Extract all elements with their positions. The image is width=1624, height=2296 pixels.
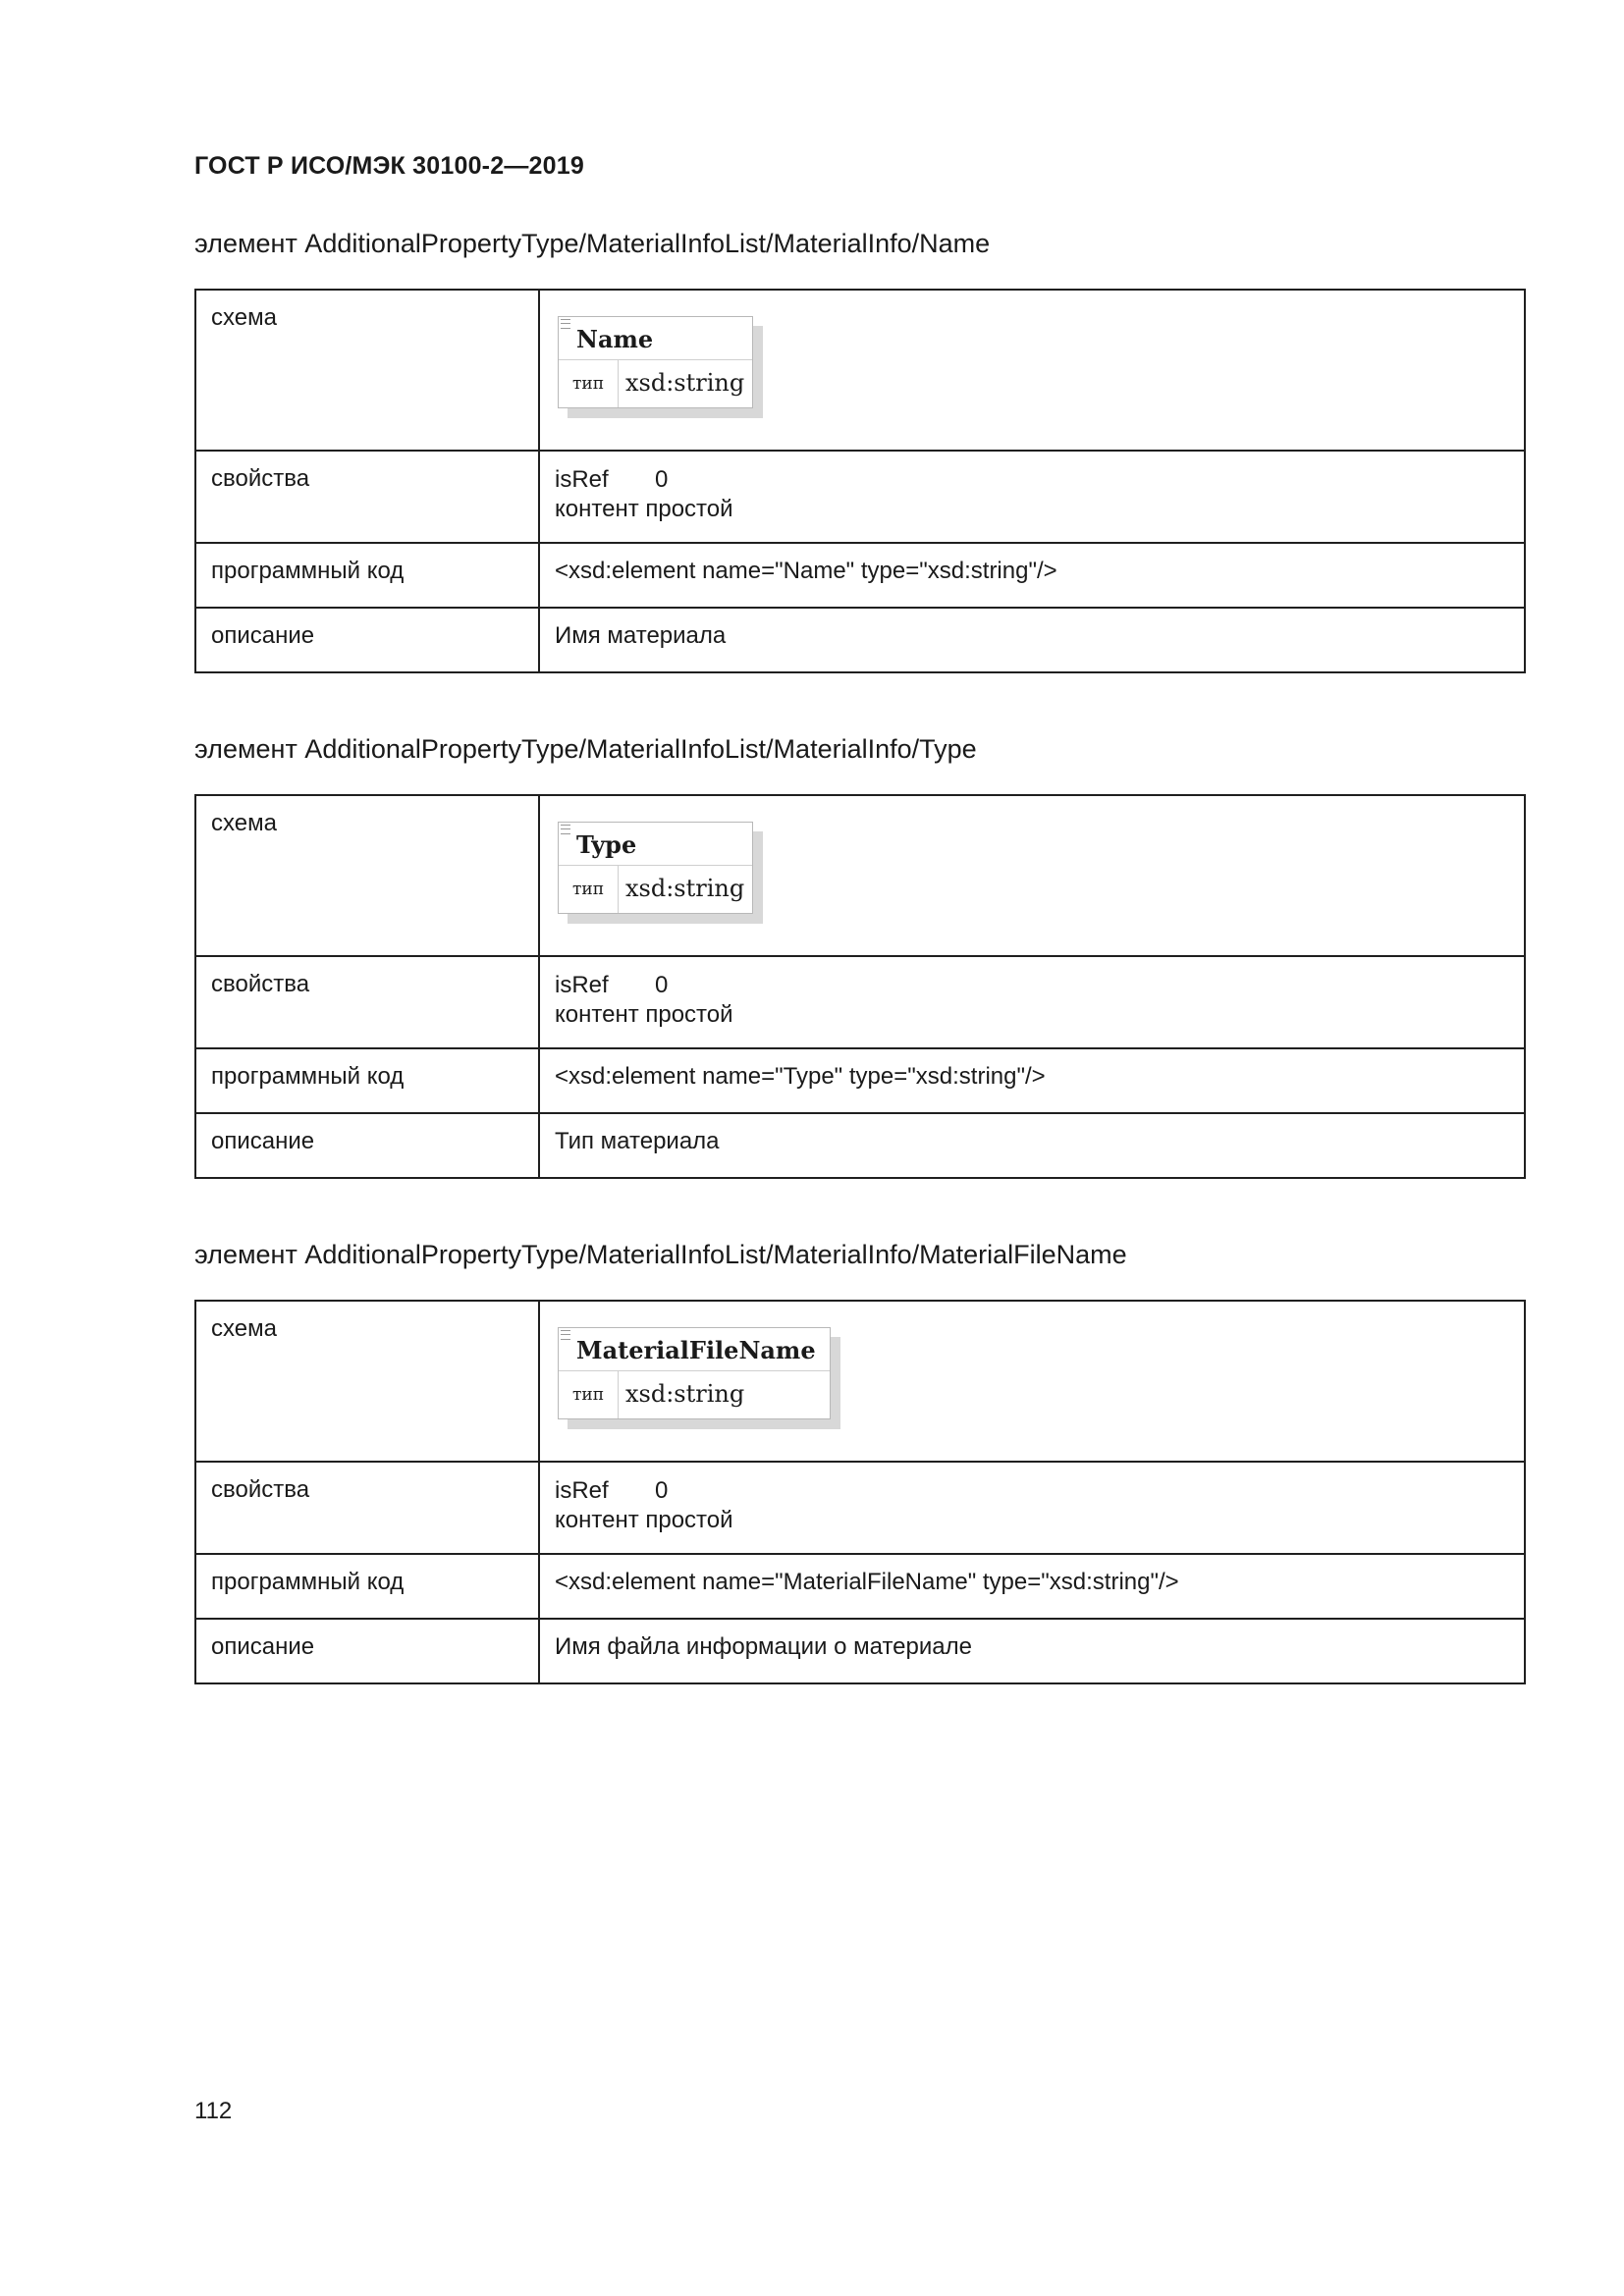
isref-key: isRef [555, 1477, 609, 1504]
isref-value: 0 [655, 972, 669, 998]
isref-value: 0 [655, 466, 669, 493]
code-value: <xsd:element name="Type" type="xsd:string"/> [539, 1048, 1525, 1113]
schema-type-value: xsd:string [625, 369, 745, 397]
properties-cell [539, 451, 1525, 543]
element-table [194, 794, 1526, 1179]
description-label: описание [195, 1113, 539, 1178]
element-section [194, 729, 1526, 1154]
description-label: описание [195, 608, 539, 672]
section-title: элемент AdditionalPropertyType/MaterialInfoList/MaterialInfo/MaterialFileName [194, 1240, 1127, 1269]
document-header: ГОСТ Р ИСО/МЭК 30100-2—2019 [194, 152, 584, 180]
code-label: программный код [195, 1048, 539, 1113]
properties-label: свойства [195, 956, 539, 1048]
code-value: <xsd:element name="MaterialFileName" type="xsd:string"/> [539, 1554, 1525, 1619]
element-table [194, 1300, 1526, 1684]
schema-element-name: Name [576, 325, 654, 353]
annotation-icon [561, 319, 570, 329]
schema-type-value: xsd:string [625, 1380, 745, 1408]
annotation-icon [561, 825, 570, 834]
element-section [194, 224, 1526, 649]
content-type: контент простой [555, 1507, 733, 1533]
schema-type-label: тип [559, 360, 619, 407]
isref-key: isRef [555, 972, 609, 998]
content-type: контент простой [555, 496, 733, 522]
schema-type-value: xsd:string [625, 875, 745, 902]
description-label: описание [195, 1619, 539, 1683]
content-type: контент простой [555, 1001, 733, 1028]
annotation-icon [561, 1330, 570, 1340]
schema-diagram [558, 316, 753, 408]
isref-value: 0 [655, 1477, 669, 1504]
description-value: Имя материала [539, 608, 1525, 672]
schema-label: схема [195, 290, 539, 451]
element-section [194, 1235, 1526, 1660]
schema-element-name: Type [576, 830, 637, 859]
code-value: <xsd:element name="Name" type="xsd:string"/> [539, 543, 1525, 608]
properties-label: свойства [195, 1462, 539, 1554]
schema-cell [539, 290, 1525, 451]
section-title: элемент AdditionalPropertyType/MaterialInfoList/MaterialInfo/Type [194, 734, 977, 764]
schema-label: схема [195, 1301, 539, 1462]
schema-diagram [558, 822, 753, 914]
element-table [194, 289, 1526, 673]
description-value: Тип материала [539, 1113, 1525, 1178]
properties-cell [539, 1462, 1525, 1554]
isref-key: isRef [555, 466, 609, 493]
code-label: программный код [195, 1554, 539, 1619]
schema-cell [539, 1301, 1525, 1462]
schema-element-name: MaterialFileName [576, 1336, 816, 1364]
properties-cell [539, 956, 1525, 1048]
description-value: Имя файла информации о материале [539, 1619, 1525, 1683]
code-label: программный код [195, 543, 539, 608]
properties-label: свойства [195, 451, 539, 543]
schema-diagram [558, 1327, 831, 1419]
schema-type-label: тип [559, 866, 619, 913]
section-title: элемент AdditionalPropertyType/MaterialInfoList/MaterialInfo/Name [194, 229, 991, 258]
schema-cell [539, 795, 1525, 956]
schema-label: схема [195, 795, 539, 956]
page-number: 112 [194, 2098, 233, 2124]
schema-type-label: тип [559, 1371, 619, 1418]
